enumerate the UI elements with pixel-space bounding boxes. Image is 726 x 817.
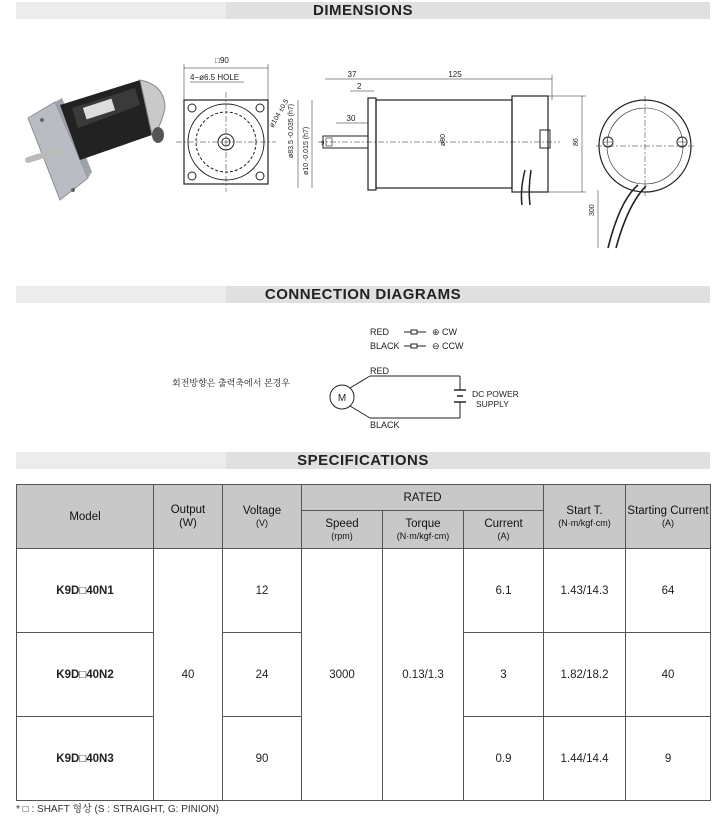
output-cell: 40 bbox=[154, 549, 223, 801]
model-cell: K9D□40N1 bbox=[17, 549, 154, 633]
start-t-cell: 1.44/14.4 bbox=[544, 717, 626, 801]
legend-ccw-label: ⊖ CCW bbox=[432, 341, 464, 351]
hole-label: 4−ø6.5 HOLE bbox=[190, 73, 240, 82]
voltage-cell: 12 bbox=[223, 549, 302, 633]
torque-cell: 0.13/1.3 bbox=[383, 549, 464, 801]
dc-power-label-1: DC POWER bbox=[472, 389, 519, 399]
voltage-cell: 90 bbox=[223, 717, 302, 801]
specifications-title: SPECIFICATIONS bbox=[297, 452, 429, 469]
body-dia-label: ø80 bbox=[440, 133, 447, 146]
current-cell: 3 bbox=[464, 633, 544, 717]
side-view bbox=[288, 70, 586, 205]
rear-view bbox=[589, 96, 694, 248]
pcd-label: ø104 ±0.5 bbox=[268, 98, 291, 129]
header-rated: RATED bbox=[302, 485, 544, 511]
motor-symbol-label: M bbox=[337, 393, 347, 404]
body-length-label: 125 bbox=[448, 70, 462, 79]
start-t-cell: 1.82/18.2 bbox=[544, 633, 626, 717]
wire-black-label: BLACK bbox=[370, 420, 400, 430]
current-cell: 6.1 bbox=[464, 549, 544, 633]
header-start-t: Start T. (N·m/kgf·cm) bbox=[544, 485, 626, 549]
footnote: * □ : SHAFT 형상 (S : STRAIGHT, G: PINION) bbox=[16, 804, 219, 815]
dimensions-title: DIMENSIONS bbox=[312, 2, 413, 19]
header-model: Model bbox=[17, 485, 154, 549]
connection-title: CONNECTION DIAGRAMS bbox=[264, 286, 462, 303]
wire-red-label: RED bbox=[370, 366, 390, 376]
start-t-cell: 1.43/14.3 bbox=[544, 549, 626, 633]
motor-photo bbox=[28, 80, 165, 200]
flange-square-label: □90 bbox=[215, 56, 229, 65]
header-output: Output (W) bbox=[154, 485, 223, 549]
connection-diagram bbox=[0, 320, 726, 435]
legend-black-label: BLACK bbox=[370, 341, 400, 351]
current-cell: 0.9 bbox=[464, 717, 544, 801]
legend-cw-label: ⊕ CW bbox=[432, 327, 458, 337]
pilot-dia-label: ø83.5 -0.035 (h7) bbox=[288, 103, 295, 158]
legend-red-label: RED bbox=[370, 327, 390, 337]
flange-length-label: 37 bbox=[347, 70, 357, 79]
starting-current-cell: 40 bbox=[626, 633, 711, 717]
flange-thickness-label: 2 bbox=[357, 82, 362, 91]
speed-cell: 3000 bbox=[302, 549, 383, 801]
voltage-cell: 24 bbox=[223, 633, 302, 717]
dimensions-drawing bbox=[0, 20, 726, 285]
height-label: 86 bbox=[573, 138, 580, 146]
lead-length-label: 300 bbox=[589, 204, 596, 216]
model-cell: K9D□40N2 bbox=[17, 633, 154, 717]
front-view bbox=[176, 56, 291, 192]
starting-current-cell: 9 bbox=[626, 717, 711, 801]
model-cell: K9D□40N3 bbox=[17, 717, 154, 801]
starting-current-cell: 64 bbox=[626, 549, 711, 633]
header-current: Current (A) bbox=[464, 511, 544, 549]
shaft-dia-label: ø10 -0.015 (h7) bbox=[303, 126, 310, 175]
shaft-length-label: 30 bbox=[346, 114, 356, 123]
specifications-table bbox=[16, 484, 711, 801]
header-starting-current: Starting Current (A) bbox=[626, 485, 711, 549]
dc-power-label-2: SUPPLY bbox=[476, 399, 509, 409]
key-label: 9 bbox=[321, 141, 325, 147]
table-row bbox=[17, 549, 711, 633]
header-voltage: Voltage (V) bbox=[223, 485, 302, 549]
rotation-note: 회전방향은 출력축에서 본경우 bbox=[172, 378, 291, 388]
header-speed: Speed (rpm) bbox=[302, 511, 383, 549]
header-torque: Torque (N·m/kgf·cm) bbox=[383, 511, 464, 549]
